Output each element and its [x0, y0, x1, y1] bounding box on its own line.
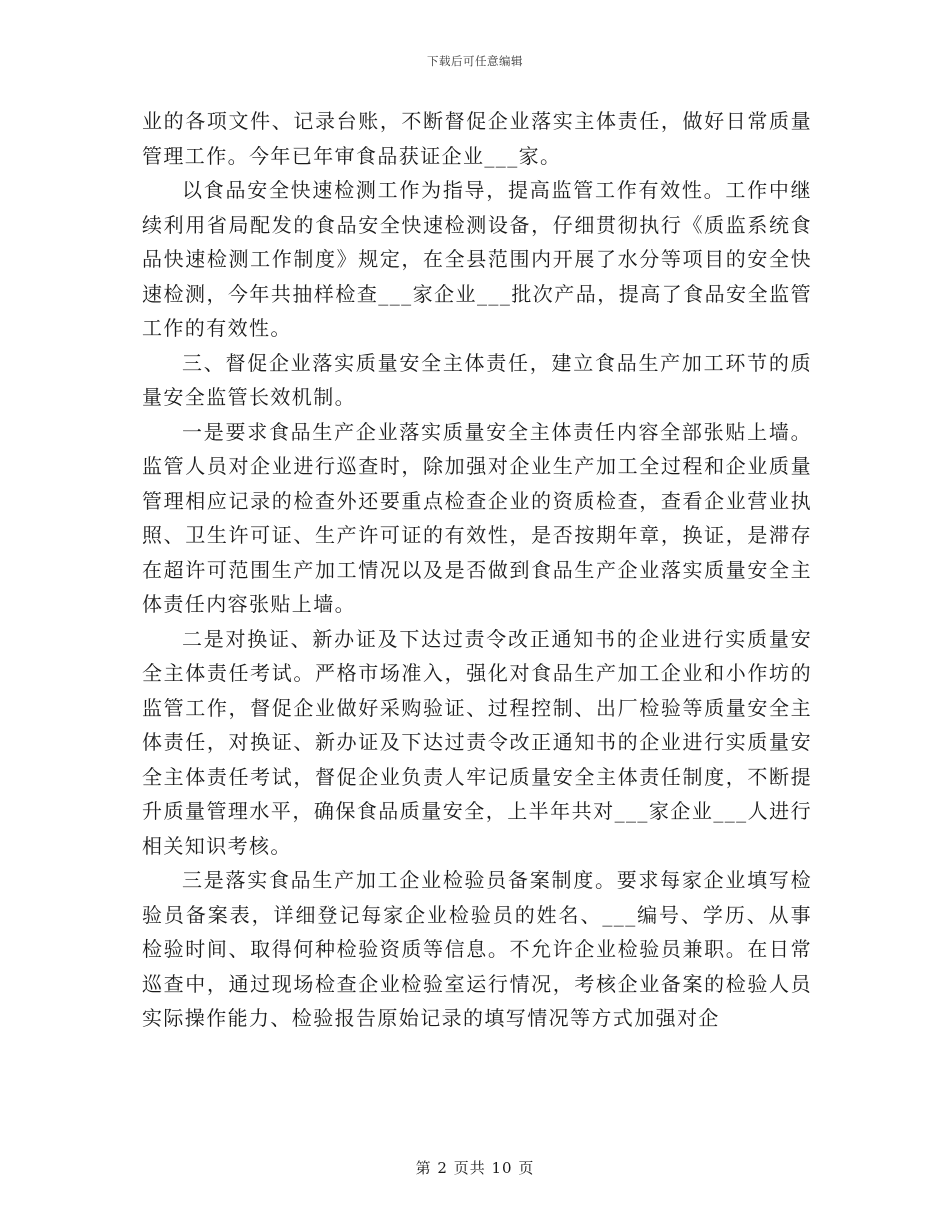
paragraph-item-1: 一是要求食品生产企业落实质量安全主体责任内容全部张贴上墙。监管人员对企业进行巡查时，除加强对企业生产加工全过程和企业质量管理相应记录的检查外还要重点检查企业的资质检查，查看企业营业执照、卫生许可证、生产许可证的有效性，是否按期年章，换证，是滞存在超许可范围生产加工情况以及是否做到食品生产企业落实质量安全主体责任内容张贴上墙。	[142, 419, 812, 616]
page-footer: 第 2 页共 10 页	[415, 1159, 535, 1177]
section-heading-3: 三、督促企业落实质量安全主体责任，建立食品生产加工环节的质量安全监管长效机制。	[142, 350, 812, 409]
paragraph-item-3: 三是落实食品生产加工企业检验员备案制度。要求每家企业填写检验员备案表，详细登记每家企业检验员的姓名、___编号、学历、从事检验时间、取得何种检验资质等信息。不允许企业检验员兼职。在日常巡查中，通过现场检查企业检验室运行情况，考核企业备案的检验人员实际操作能力、检验报告原始记录的填写情况等方式加强对企	[142, 868, 812, 1030]
document-body	[142, 104, 812, 1036]
paragraph-rapid-testing: 以食品安全快速检测工作为指导，提高监管工作有效性。工作中继续利用省局配发的食品安全快速检测设备，仔细贯彻执行《质监系统食品快速检测工作制度》规定，在全县范围内开展了水分等项目的安全快速检测，今年共抽样检查___家企业___批次产品，提高了食品安全监管工作的有效性。	[142, 178, 812, 340]
paragraph-continuation: 业的各项文件、记录台账，不断督促企业落实主体责任，做好日常质量管理工作。今年已年审食品获证企业___家。	[142, 109, 812, 168]
paragraph-item-2: 二是对换证、新办证及下达过责令改正通知书的企业进行实质量安全主体责任考试。严格市场准入，强化对食品生产加工企业和小作坊的监管工作，督促企业做好采购验证、过程控制、出厂检验等质量安全主体责任，对换证、新办证及下达过责令改正通知书的企业进行实质量安全主体责任考试，督促企业负责人牢记质量安全主体责任制度，不断提升质量管理水平，确保食品质量安全，上半年共对___家企业___人进行相关知识考核。	[142, 626, 812, 858]
page-header: 下载后可任意编辑	[427, 54, 523, 68]
